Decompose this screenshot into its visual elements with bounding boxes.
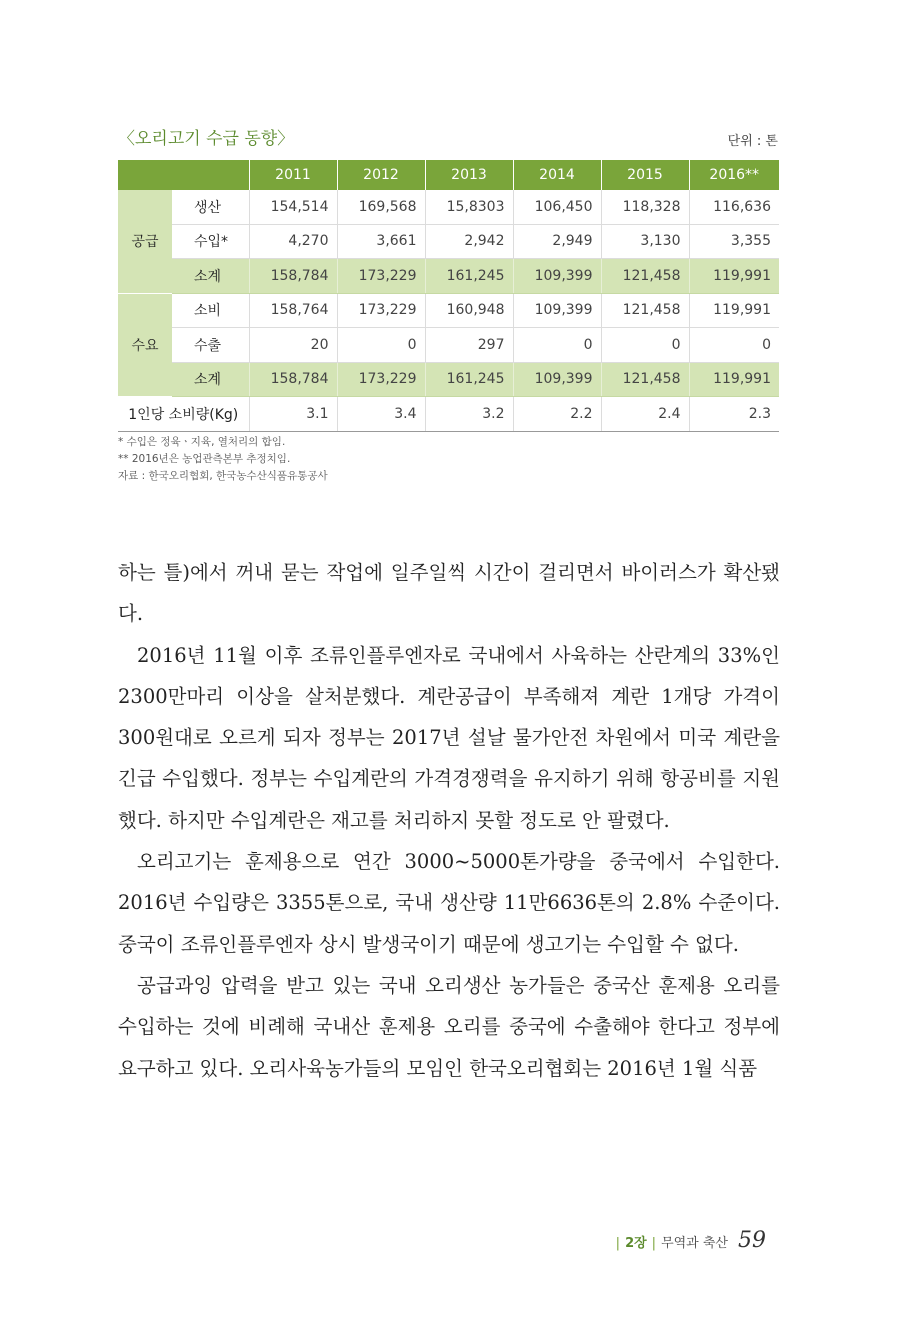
table-cell: 2.2 (513, 397, 601, 432)
row-label: 생산 (172, 190, 249, 224)
table-cell: 154,514 (249, 190, 337, 224)
year-header: 2016** (689, 160, 779, 190)
table-cell: 15,8303 (425, 190, 513, 224)
table-row-per-capita (118, 397, 779, 432)
table-row-consumption (118, 293, 779, 328)
table-cell: 2.4 (601, 397, 689, 432)
table-cell: 173,229 (337, 259, 425, 294)
group-label-demand: 수요 (118, 293, 172, 397)
table-row-export (118, 328, 779, 363)
table-cell: 169,568 (337, 190, 425, 224)
row-label: 소비 (172, 293, 249, 328)
table-notes (118, 434, 328, 485)
table-cell: 0 (513, 328, 601, 363)
table-cell: 118,328 (601, 190, 689, 224)
year-header: 2013 (425, 160, 513, 190)
table-cell: 3.2 (425, 397, 513, 432)
year-header: 2014 (513, 160, 601, 190)
year-header: 2015 (601, 160, 689, 190)
table-cell: 158,764 (249, 293, 337, 328)
table-source: 자료 : 한국오리협회, 한국농수산식품유통공사 (118, 470, 328, 482)
table-cell: 3.4 (337, 397, 425, 432)
table-cell: 119,991 (689, 259, 779, 294)
table-cell: 2,942 (425, 224, 513, 259)
table-cell: 4,270 (249, 224, 337, 259)
group-label-supply: 공급 (118, 190, 172, 293)
year-header: 2011 (249, 160, 337, 190)
page-footer (611, 1228, 766, 1253)
table-cell: 2.3 (689, 397, 779, 432)
header-corner (118, 160, 249, 190)
paragraph: 2016년 11월 이후 조류인플루엔자로 국내에서 사육하는 산란계의 33%인 2300만마리 이상을 살처분했다. 계란공급이 부족해져 계란 1개당 가격이 300원대로 오르게 되자 정부는 2017년 설날 물가안전 차원에서 미국 계란을 긴급 수입했다. 정부는 수입계란의 가격경쟁력을 유지하기 위해 항공비를 지원했다. 하지만 수입계란은 재고를 처리하지 못할 정도로 안 팔렸다. (118, 643, 780, 832)
page-number: 59 (738, 1228, 766, 1253)
row-label: 소계 (172, 259, 249, 294)
table-cell: 116,636 (689, 190, 779, 224)
paragraph: 오리고기는 훈제용으로 연간 3000~5000톤가량을 중국에서 수입한다. 2016년 수입량은 3355톤으로, 국내 생산량 11만6636톤의 2.8% 수준이다. 중국이 조류인플루엔자 상시 발생국이기 때문에 생고기는 수입할 수 없다. (118, 850, 780, 956)
table-unit: 단위 : 톤 (727, 134, 778, 149)
table-cell: 109,399 (513, 362, 601, 397)
table-cell: 20 (249, 328, 337, 363)
table-cell: 158,784 (249, 362, 337, 397)
table-row-production (118, 190, 779, 224)
table-cell: 160,948 (425, 293, 513, 328)
table-cell: 109,399 (513, 259, 601, 294)
table-cell: 119,991 (689, 293, 779, 328)
year-header: 2012 (337, 160, 425, 190)
table-row-import (118, 224, 779, 259)
table-title: 〈오리고기 수급 동향〉 (118, 129, 295, 149)
row-label: 소계 (172, 362, 249, 397)
table-cell: 119,991 (689, 362, 779, 397)
table-cell: 173,229 (337, 293, 425, 328)
paragraph: 공급과잉 압력을 받고 있는 국내 오리생산 농가들은 중국산 훈제용 오리를 수입하는 것에 비례해 국내산 훈제용 오리를 중국에 수출해야 한다고 정부에 요구하고 있다. 오리사육농가들의 모임인 한국오리협회는 2016년 1월 식품 (118, 973, 780, 1080)
table-cell: 109,399 (513, 293, 601, 328)
table-cell: 3.1 (249, 397, 337, 432)
table-row-supply-subtotal (118, 259, 779, 294)
chapter-number: 2장 (625, 1236, 647, 1251)
table-cell: 158,784 (249, 259, 337, 294)
chapter-title: 무역과 축산 (661, 1236, 728, 1251)
row-label: 1인당 소비량(Kg) (118, 397, 249, 432)
body-text (118, 552, 780, 1089)
table-cell: 121,458 (601, 362, 689, 397)
paragraph: 하는 틀)에서 꺼내 묻는 작업에 일주일씩 시간이 걸리면서 바이러스가 확산됐다. (118, 561, 780, 626)
row-label: 수출 (172, 328, 249, 363)
table-cell: 0 (337, 328, 425, 363)
table-cell: 3,355 (689, 224, 779, 259)
table-header-row (118, 160, 779, 190)
footer-divider: | (651, 1236, 657, 1251)
table-cell: 3,130 (601, 224, 689, 259)
table-cell: 121,458 (601, 293, 689, 328)
table-cell: 161,245 (425, 259, 513, 294)
row-label: 수입* (172, 224, 249, 259)
table-cell: 297 (425, 328, 513, 363)
table-cell: 173,229 (337, 362, 425, 397)
table-cell: 2,949 (513, 224, 601, 259)
table-cell: 121,458 (601, 259, 689, 294)
table-note: ** 2016년은 농업관측본부 추정치임. (118, 453, 291, 465)
table-cell: 0 (689, 328, 779, 363)
table-cell: 106,450 (513, 190, 601, 224)
duck-supply-demand-table (118, 160, 779, 432)
table-note: * 수입은 정육ㆍ지육, 열처리의 합임. (118, 436, 286, 448)
table-cell: 161,245 (425, 362, 513, 397)
table-row-demand-subtotal (118, 362, 779, 397)
footer-divider: | (615, 1236, 621, 1251)
table-cell: 3,661 (337, 224, 425, 259)
table-cell: 0 (601, 328, 689, 363)
